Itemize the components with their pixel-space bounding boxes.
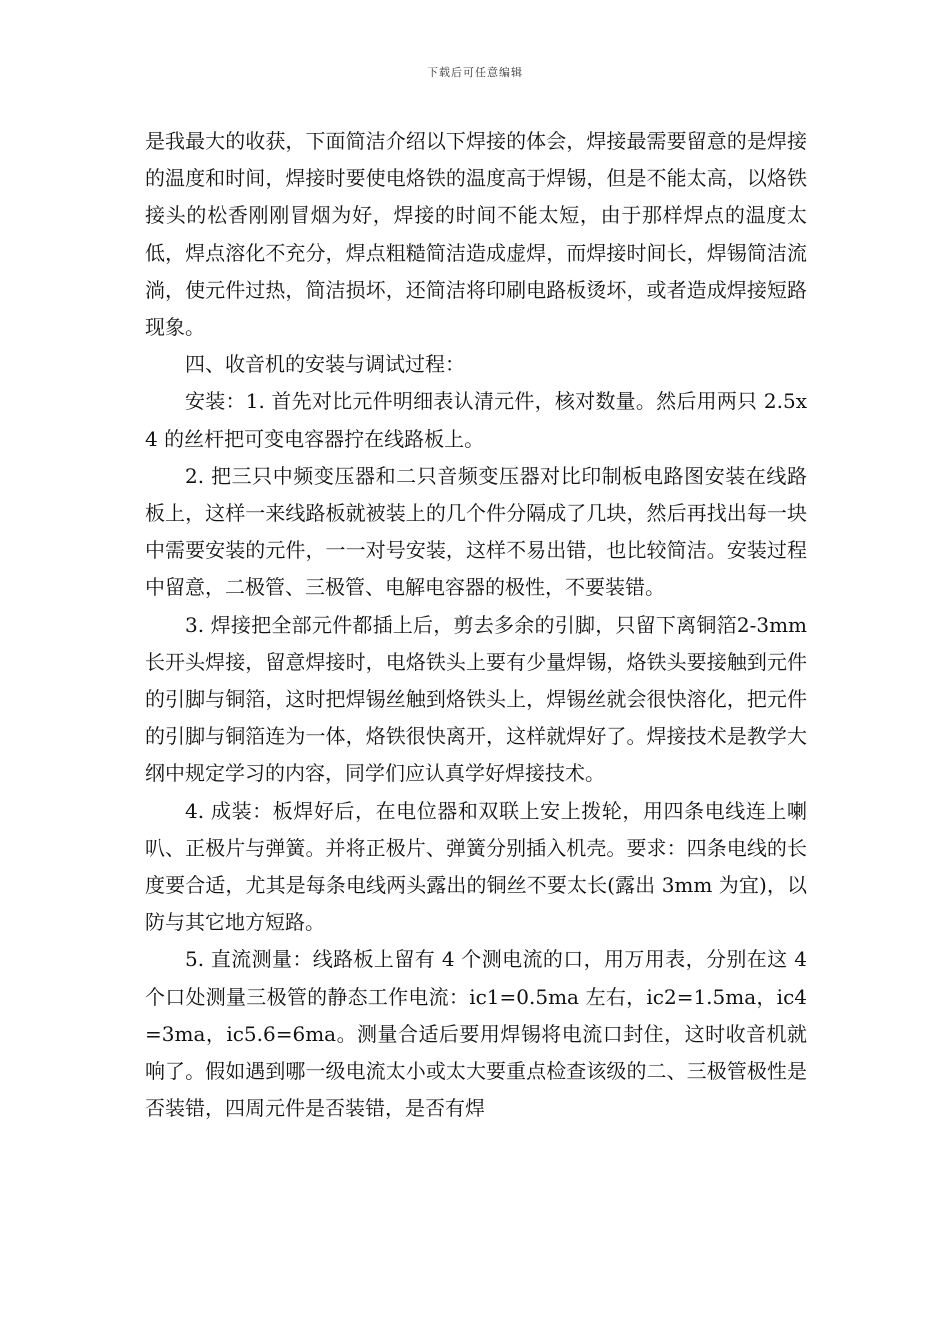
section-heading: 四、收音机的安装与调试过程： (185, 352, 465, 377)
document-body (145, 123, 807, 1127)
paragraph: 2. 把三只中频变压器和二只音频变压器对比印制板电路图安装在线路板上，这样一来线路板就被装上的几个件分隔成了几块，然后再找出每一块中需要安装的元件，一一对号安装，这样不易出错，也比较简洁。安装过程中留意，二极管、三极管、电解电容器的极性，不要装错。 (145, 463, 807, 600)
paragraph: 5. 直流测量：线路板上留有 4 个测电流的口，用万用表，分别在这 4 个口处测量三极管的静态工作电流：ic1=0.5ma 左右，ic2=1.5ma，ic4=3ma，ic5.6=6ma。测量合适后要用焊锡将电流口封住，这时收音机就响了。假如遇到哪一级电流太小或太大要重点检查该级的二、三极管极性是否装错，四周元件是否装错，是否有焊 (145, 947, 807, 1121)
paragraph: 是我最大的收获，下面简洁介绍以下焊接的体会，焊接最需要留意的是焊接的温度和时间，焊接时要使电烙铁的温度高于焊锡，但是不能太高，以烙铁接头的松香刚刚冒烟为好，焊接的时间不能太短，由于那样焊点的温度太低，焊点溶化不充分，焊点粗糙简洁造成虚焊，而焊接时间长，焊锡简洁流淌，使元件过热，简洁损坏，还简洁将印刷电路板烫坏，或者造成焊接短路现象。 (145, 129, 807, 340)
page-header: 下载后可任意编辑 (427, 66, 523, 79)
paragraph: 4. 成装：板焊好后，在电位器和双联上安上拨轮，用四条电线连上喇叭、正极片与弹簧。并将正极片、弹簧分别插入机壳。要求：四条电线的长度要合适，尤其是每条电线两头露出的铜丝不要太长(露出 3mm 为宜)，以防与其它地方短路。 (145, 798, 807, 935)
paragraph: 安装：1. 首先对比元件明细表认清元件，核对数量。然后用两只 2.5x4 的丝杆把可变电容器拧在线路板上。 (145, 389, 807, 451)
paragraph: 3. 焊接把全部元件都插上后，剪去多余的引脚，只留下离铜箔2-3mm 长开头焊接，留意焊接时，电烙铁头上要有少量焊锡，烙铁头要接触到元件的引脚与铜箔，这时把焊锡丝触到烙铁头上，焊锡丝就会很快溶化，把元件的引脚与铜箔连为一体，烙铁很快离开，这样就焊好了。焊接技术是教学大纲中规定学习的内容，同学们应认真学好焊接技术。 (145, 612, 807, 786)
